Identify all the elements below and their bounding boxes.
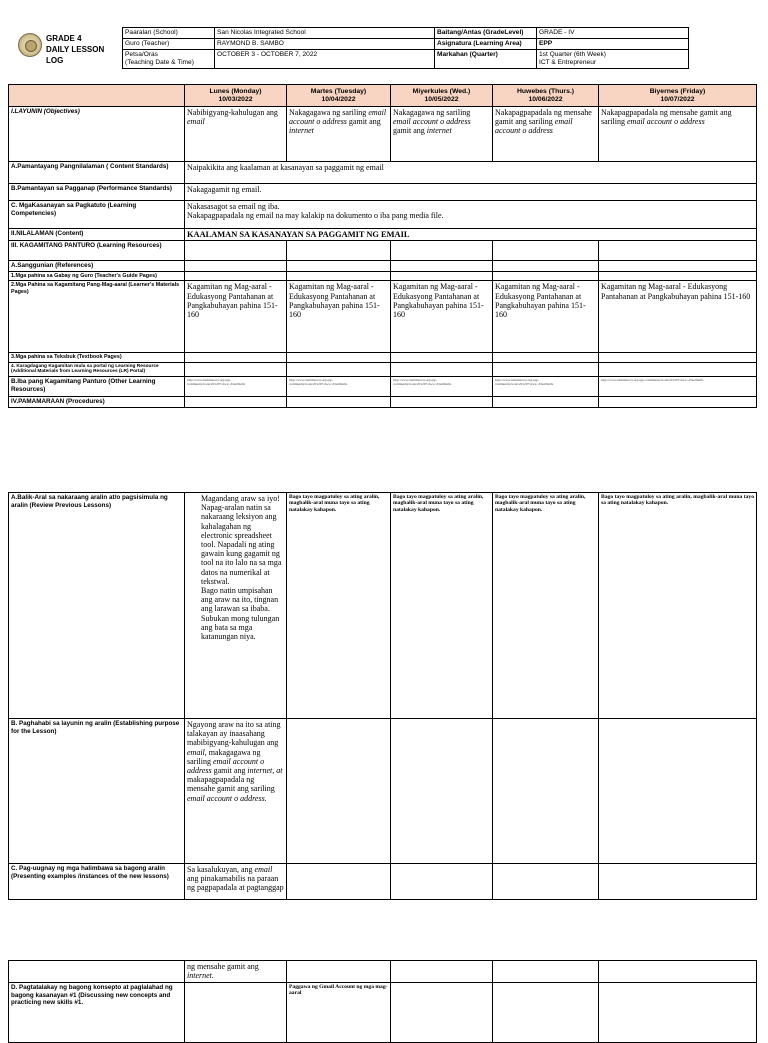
pr-tue bbox=[287, 396, 391, 407]
tg-wed bbox=[391, 271, 493, 281]
quarter-label: Markahan (Quarter) bbox=[435, 50, 537, 69]
date-value: OCTOBER 3 - OCTOBER 7, 2022 bbox=[215, 50, 435, 69]
ref-tue bbox=[287, 261, 391, 272]
review-friday: Bago tayo magpatuloy sa ating aralin, magbalik-aral muna tayo sa ating natalakay kahapon. bbox=[599, 493, 757, 719]
ref-fri bbox=[599, 261, 757, 272]
learning-area-value: EPP bbox=[537, 39, 689, 50]
cont-thursday bbox=[493, 961, 599, 983]
cont-label bbox=[9, 961, 185, 983]
tb-fri bbox=[599, 353, 757, 363]
teacher-value: RAYMOND B. SAMBO bbox=[215, 39, 435, 50]
lrp-fri bbox=[599, 362, 757, 376]
tg-thu bbox=[493, 271, 599, 281]
discussion-1-friday bbox=[599, 983, 757, 1043]
lm-thursday: Kagamitan ng Mag-aaral - Edukasyong Pantahanan at Pangkabuhayan pahina 151-160 bbox=[493, 281, 599, 353]
learners-materials-label: 2.Mga Pahina sa Kagamitang Pang-Mag-aaral (Learner's Materials Pages) bbox=[9, 281, 185, 353]
competencies-value: Nakasasagot sa email ng iba. Nakapagpapadala ng email na may kalakip na dokumento o iba pang media file. bbox=[185, 201, 757, 229]
other-resources-label: B.Iba pang Kagamitang Panturo (Other Learning Resources) bbox=[9, 376, 185, 396]
tg-mon bbox=[185, 271, 287, 281]
ref-mon bbox=[185, 261, 287, 272]
lrp-wed bbox=[391, 362, 493, 376]
objective-tuesday: Nakagagawa ng sariling email account o address gamit ang internet bbox=[287, 107, 391, 162]
resource-link-tuesday[interactable]: http://www.nathliteracy.org/epp-community/node/201207/docs/-/DesiSkills bbox=[287, 376, 391, 396]
lesson-table-2 bbox=[8, 492, 757, 900]
lesson-table-3 bbox=[8, 960, 757, 1043]
tg-tue bbox=[287, 271, 391, 281]
cont-tuesday bbox=[287, 961, 391, 983]
grade-level-value: GRADE - IV bbox=[537, 28, 689, 39]
header-blank bbox=[9, 85, 185, 107]
lesson-table-1 bbox=[8, 84, 757, 408]
discussion-1-monday bbox=[185, 983, 287, 1043]
cont-monday: ng mensahe gamit ang internet. bbox=[185, 961, 287, 983]
performance-standards-value: Nakagagamit ng email. bbox=[185, 184, 757, 201]
tb-thu bbox=[493, 353, 599, 363]
lr-thu bbox=[493, 241, 599, 261]
content-label: II.NILALAMAN (Content) bbox=[9, 229, 185, 241]
pr-fri bbox=[599, 396, 757, 407]
purpose-tuesday bbox=[287, 719, 391, 864]
cont-friday bbox=[599, 961, 757, 983]
grade-level-label: Baitang/Antas (GradeLevel) bbox=[435, 28, 537, 39]
purpose-thursday bbox=[493, 719, 599, 864]
page-title bbox=[46, 33, 120, 66]
examples-thursday bbox=[493, 864, 599, 900]
lm-wednesday: Kagamitan ng Mag-aaral - Edukasyong Pantahanan at Pangkabuhayan pahina 151-160 bbox=[391, 281, 493, 353]
review-monday: Magandang araw sa iyo! Napag-aralan natin sa nakaraang leksiyon ang kahalagahan ng electronic spreadsheet tool. Napadali ng ating gawain kung gagamit ng tool na ito lalo na sa mga datos na numerikal at tekstwal. Bago natin umpisahan ang araw na ito, tingnan ang larawan sa ibaba. Subukan mong tulungan ang bata sa mga katanungan niya. bbox=[185, 493, 287, 719]
lrp-mon bbox=[185, 362, 287, 376]
review-label: A.Balik-Aral sa nakaraang aralin at/o pagsisimula ng aralin (Review Previous Lessons) bbox=[9, 493, 185, 719]
lm-tuesday: Kagamitan ng Mag-aaral - Edukasyong Pantahanan at Pangkabuhayan pahina 151-160 bbox=[287, 281, 391, 353]
day-header-thursday: Huwebes (Thurs.) 10/06/2022 bbox=[493, 85, 599, 107]
examples-wednesday bbox=[391, 864, 493, 900]
examples-friday bbox=[599, 864, 757, 900]
purpose-wednesday bbox=[391, 719, 493, 864]
day-header-wednesday: Miyerkules (Wed.) 10/05/2022 bbox=[391, 85, 493, 107]
purpose-friday bbox=[599, 719, 757, 864]
discussion-1-tuesday: Paggawa ng Gmail Account ng mga mag-aaral bbox=[287, 983, 391, 1043]
discussion-1-wednesday bbox=[391, 983, 493, 1043]
learning-area-label: Asignatura (Learning Area) bbox=[435, 39, 537, 50]
tb-mon bbox=[185, 353, 287, 363]
resource-link-thursday[interactable]: http://www.nathliteracy.org/epp-community/node/201207/docs/-/DesiSkills bbox=[493, 376, 599, 396]
discussion-1-thursday bbox=[493, 983, 599, 1043]
lrp-tue bbox=[287, 362, 391, 376]
review-wednesday: Bago tayo magpatuloy sa ating aralin, magbalik-aral muna tayo sa ating natalakay kahapon. bbox=[391, 493, 493, 719]
lr-wed bbox=[391, 241, 493, 261]
day-header-friday: Biyernes (Friday) 10/07/2022 bbox=[599, 85, 757, 107]
resource-link-wednesday[interactable]: http://www.nathliteracy.org/epp-community/node/201207/docs/-/DesiSkills bbox=[391, 376, 493, 396]
resource-link-monday[interactable]: http://www.nathliteracy.org/epp-community/node/201207/docs/-/DesiSkills bbox=[185, 376, 287, 396]
lr-tue bbox=[287, 241, 391, 261]
review-thursday: Bago tayo magpatuloy sa ating aralin, magbalik-aral muna tayo sa ating natalakay kahapon. bbox=[493, 493, 599, 719]
examples-monday: Sa kasalukuyan, ang email ang pinakamabilis na paraan ng pagpapadala at pagtanggap bbox=[185, 864, 287, 900]
references-label: A.Sanggunian (References) bbox=[9, 261, 185, 272]
ref-wed bbox=[391, 261, 493, 272]
school-value: San Nicolas Integrated School bbox=[215, 28, 435, 39]
objective-friday: Nakapagpapadala ng mensahe gamit ang sariling email account o address bbox=[599, 107, 757, 162]
deped-seal-logo bbox=[18, 33, 42, 57]
tg-fri bbox=[599, 271, 757, 281]
school-label: Paaralan (School) bbox=[123, 28, 215, 39]
lr-portal-label: 4. Karagdagang Kagamitan mula sa portal ng Learning Resource (Additional Materials from Learning Resources (LR) Portal) bbox=[9, 362, 185, 376]
ref-thu bbox=[493, 261, 599, 272]
teacher-label: Guro (Teacher) bbox=[123, 39, 215, 50]
quarter-value: 1st Quarter (6th Week) ICT & Entrepreneur bbox=[537, 50, 689, 69]
lr-mon bbox=[185, 241, 287, 261]
content-standards-label: A.Pamantayang Pangnilalaman ( Content Standards) bbox=[9, 162, 185, 184]
lrp-thu bbox=[493, 362, 599, 376]
pr-thu bbox=[493, 396, 599, 407]
learning-resources-label: III. KAGAMITANG PANTURO (Learning Resources) bbox=[9, 241, 185, 261]
resource-link-friday[interactable]: http://www.nathliteracy.org/epp-community/node/201207/docs/-/DesiSkills bbox=[599, 376, 757, 396]
lr-fri bbox=[599, 241, 757, 261]
purpose-label: B. Paghahabi sa layunin ng aralin (Establishing purpose for the Lesson) bbox=[9, 719, 185, 864]
competencies-label: C. MgaKasanayan sa Pagkatuto (Learning Competencies) bbox=[9, 201, 185, 229]
performance-standards-label: B.Pamantayan sa Pagganap (Performance Standards) bbox=[9, 184, 185, 201]
discussion-1-label: D. Pagtatalakay ng bagong konsepto at paglalahad ng bagong kasanayan #1 (Discussing new concepts and practicing new skills #1. bbox=[9, 983, 185, 1043]
procedures-label: IV.PAMAMARAAN (Procedures) bbox=[9, 396, 185, 407]
pr-mon bbox=[185, 396, 287, 407]
review-tuesday: Bago tayo magpatuloy sa ating aralin, magbalik-aral muna tayo sa ating natalakay kahapon. bbox=[287, 493, 391, 719]
pr-wed bbox=[391, 396, 493, 407]
examples-label: C. Pag-uugnay ng mga halimbawa sa bagong aralin (Presenting examples /instances of the new lessons) bbox=[9, 864, 185, 900]
lm-monday: Kagamitan ng Mag-aaral - Edukasyong Pantahanan at Pangkabuhayan pahina 151-160 bbox=[185, 281, 287, 353]
examples-tuesday bbox=[287, 864, 391, 900]
grade-title: GRADE 4 bbox=[46, 34, 82, 43]
purpose-monday: Ngayong araw na ito sa ating talakayan ay inaasahang mabibigyang-kahulugan ang email, makagagawa ng sariling email account o address gamit ang internet, at makapagpapadala ng mensahe gamit ang sariling email account o address. bbox=[185, 719, 287, 864]
objective-monday: Nabibigyang-kahulugan ang email bbox=[185, 107, 287, 162]
content-value: KAALAMAN SA KASANAYAN SA PAGGAMIT NG EMAIL bbox=[185, 229, 757, 241]
cont-wednesday bbox=[391, 961, 493, 983]
lm-friday: Kagamitan ng Mag-aaral - Edukasyong Pantahanan at Pangkabuhayan pahina 151-160 bbox=[599, 281, 757, 353]
tb-wed bbox=[391, 353, 493, 363]
teachers-guide-label: 1.Mga pahina sa Gabay ng Guro (Teacher's Guide Pages) bbox=[9, 271, 185, 281]
objectives-label: I.LAYUNIN (Objectives) bbox=[9, 107, 185, 162]
content-standards-value: Naipakikita ang kaalaman at kasanayan sa paggamit ng email bbox=[185, 162, 757, 184]
info-table bbox=[122, 27, 689, 69]
log-title: DAILY LESSON LOG bbox=[46, 45, 105, 65]
day-header-tuesday: Martes (Tuesday) 10/04/2022 bbox=[287, 85, 391, 107]
textbook-label: 3.Mga pahina sa Teksbuk (Textbook Pages) bbox=[9, 353, 185, 363]
date-label: Petsa/Oras (Teaching Date & Time) bbox=[123, 50, 215, 69]
tb-tue bbox=[287, 353, 391, 363]
objective-thursday: Nakapagpapadala ng mensahe gamit ang sariling email account o address bbox=[493, 107, 599, 162]
day-header-monday: Lunes (Monday) 10/03/2022 bbox=[185, 85, 287, 107]
objective-wednesday: Nakagagawa ng sariling email account o address gamit ang internet bbox=[391, 107, 493, 162]
